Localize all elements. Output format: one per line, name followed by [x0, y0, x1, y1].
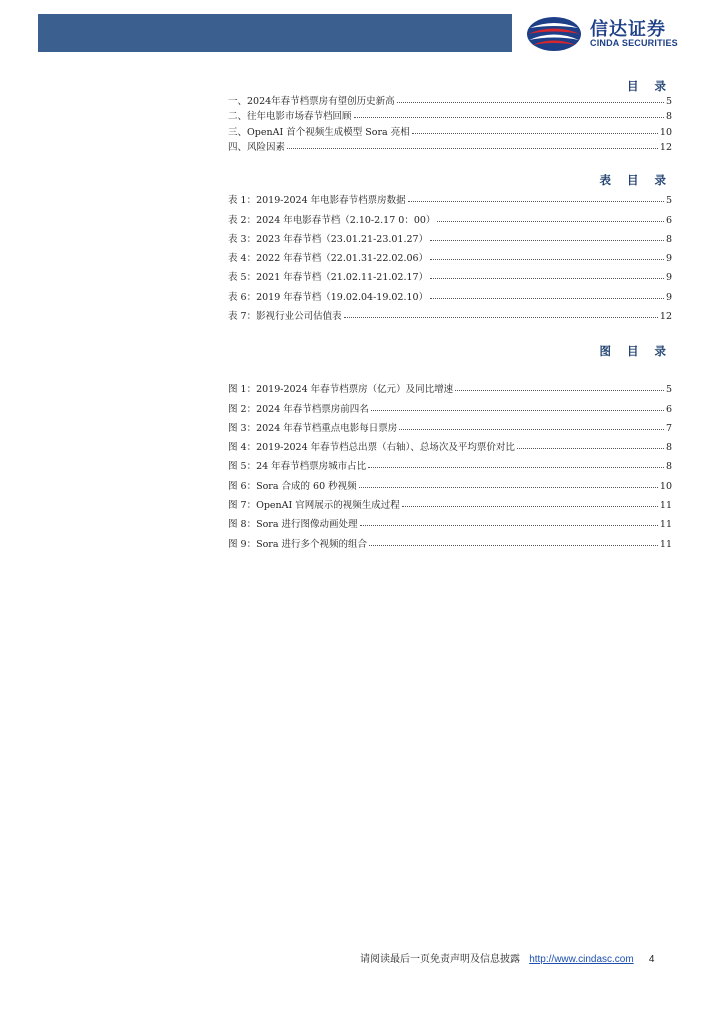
- figure-entry-label: 图 2：2024 年春节档票房前四名: [228, 403, 369, 415]
- cinda-logo-icon: [524, 14, 584, 54]
- figure-entry-label: 图 4：2019-2024 年春节档总出票（右轴）、总场次及平均票价对比: [228, 442, 515, 454]
- figure-entry-page: 11: [659, 500, 672, 512]
- figure-entry[interactable]: [228, 434, 672, 453]
- dot-leader: [360, 525, 658, 526]
- footer-url-link[interactable]: http://www.cindasc.com: [529, 954, 634, 965]
- dot-leader: [437, 221, 664, 222]
- table-entry-page: 12: [659, 311, 672, 323]
- dot-leader: [455, 390, 664, 391]
- dot-leader: [354, 117, 664, 118]
- cinda-logo: [524, 14, 700, 54]
- figure-entry-page: 11: [659, 538, 672, 550]
- dot-leader: [397, 102, 664, 103]
- table-entry[interactable]: [228, 226, 672, 245]
- figure-entry-page: 6: [665, 403, 672, 415]
- figure-entry-page: 8: [665, 461, 672, 473]
- dot-leader: [430, 278, 664, 279]
- table-entry[interactable]: [228, 303, 672, 322]
- dot-leader: [430, 298, 664, 299]
- dot-leader: [517, 448, 664, 449]
- figure-entry-page: 8: [665, 442, 672, 454]
- figure-entry[interactable]: [228, 395, 672, 414]
- figure-entry[interactable]: [228, 492, 672, 511]
- figure-entry-page: 5: [665, 384, 672, 396]
- contents-entry[interactable]: [228, 138, 672, 154]
- logo-english-name: CINDA SECURITIES: [590, 38, 678, 48]
- figure-entry-label: 图 9：Sora 进行多个视频的组合: [228, 538, 368, 550]
- contents-entry[interactable]: [228, 91, 672, 107]
- contents-entry-label: 一、2024年春节档票房有望创历史新高: [228, 95, 395, 107]
- contents-entry-label: 四、风险因素: [228, 142, 286, 153]
- dot-leader: [344, 317, 658, 318]
- dot-leader: [430, 240, 664, 241]
- table-entry[interactable]: [228, 283, 672, 302]
- contents-entry-label: 二、往年电影市场春节档回顾: [228, 111, 352, 122]
- figure-entry-label: 图 8：Sora 进行图像动画处理: [228, 519, 358, 531]
- figure-entry[interactable]: [228, 530, 672, 549]
- dot-leader: [408, 201, 664, 202]
- header-banner: [38, 14, 512, 52]
- figure-entry-label: 图 1：2019-2024 年春节档票房（亿元）及同比增速: [228, 384, 454, 396]
- contents-entry-page: 8: [665, 111, 672, 122]
- figure-entry-page: 7: [665, 422, 672, 434]
- contents-entry-label: 三、OpenAI 首个视频生成模型 Sora 亮相: [228, 126, 410, 138]
- dot-leader: [430, 259, 664, 260]
- figure-entry[interactable]: [228, 511, 672, 530]
- figure-entry-label: 图 6：Sora 合成的 60 秒视频: [228, 480, 357, 492]
- figures-list-title: 图 目 录: [599, 344, 672, 358]
- logo-chinese-name: 信达证券: [590, 19, 666, 40]
- table-entry-page: 6: [665, 214, 672, 226]
- table-entry[interactable]: [228, 245, 672, 264]
- table-entry-page: 9: [665, 253, 672, 265]
- dot-leader: [399, 429, 664, 430]
- dot-leader: [287, 148, 658, 149]
- table-entry-page: 8: [665, 233, 672, 245]
- contents-entry[interactable]: [228, 107, 672, 123]
- contents-entry[interactable]: [228, 122, 672, 138]
- figure-entry[interactable]: [228, 376, 672, 395]
- page-number: 4: [648, 954, 655, 965]
- figure-entry-page: 10: [659, 480, 672, 492]
- dot-leader: [369, 545, 658, 546]
- tables-list: [228, 187, 672, 322]
- table-entry-page: 5: [665, 195, 672, 207]
- figure-entry[interactable]: [228, 453, 672, 472]
- table-entry-label: 表 3：2023 年春节档（23.01.21-23.01.27）: [228, 233, 429, 245]
- table-entry-label: 表 5：2021 年春节档（21.02.11-21.02.17）: [228, 272, 429, 284]
- table-entry-page: 9: [665, 272, 672, 284]
- table-entry-label: 表 7：影视行业公司估值表: [228, 311, 342, 323]
- contents-entry-page: 10: [659, 126, 672, 138]
- table-entry-label: 表 2：2024 年电影春节档（2.10-2.17 0：00）: [228, 214, 436, 226]
- footer-disclaimer: 请阅读最后一页免责声明及信息披露: [360, 954, 520, 965]
- contents-title: 目 录: [626, 79, 672, 93]
- figure-entry-page: 11: [659, 519, 672, 531]
- table-entry-label: 表 1：2019-2024 年电影春节档票房数据: [228, 195, 406, 207]
- figure-entry[interactable]: [228, 415, 672, 434]
- dot-leader: [368, 467, 664, 468]
- dot-leader: [359, 487, 658, 488]
- table-entry-page: 9: [665, 291, 672, 303]
- table-entry-label: 表 4：2022 年春节档（22.01.31-22.02.06）: [228, 253, 429, 265]
- figure-entry-label: 图 3：2024 年春节档重点电影每日票房: [228, 422, 398, 434]
- table-entry[interactable]: [228, 187, 672, 206]
- dot-leader: [402, 506, 658, 507]
- contents-entry-page: 5: [665, 95, 672, 107]
- contents-entry-page: 12: [659, 142, 672, 153]
- dot-leader: [371, 410, 664, 411]
- table-entry[interactable]: [228, 206, 672, 225]
- table-entry-label: 表 6：2019 年春节档（19.02.04-19.02.10）: [228, 291, 429, 303]
- figure-entry-label: 图 7：OpenAI 官网展示的视频生成过程: [228, 500, 400, 512]
- contents-list: [228, 91, 672, 153]
- tables-list-title: 表 目 录: [599, 173, 672, 187]
- table-entry[interactable]: [228, 264, 672, 283]
- figure-entry-label: 图 5：24 年春节档票房城市占比: [228, 461, 367, 473]
- figure-entry[interactable]: [228, 472, 672, 491]
- page-footer: [360, 950, 654, 965]
- dot-leader: [412, 133, 658, 134]
- figures-list: [228, 376, 672, 550]
